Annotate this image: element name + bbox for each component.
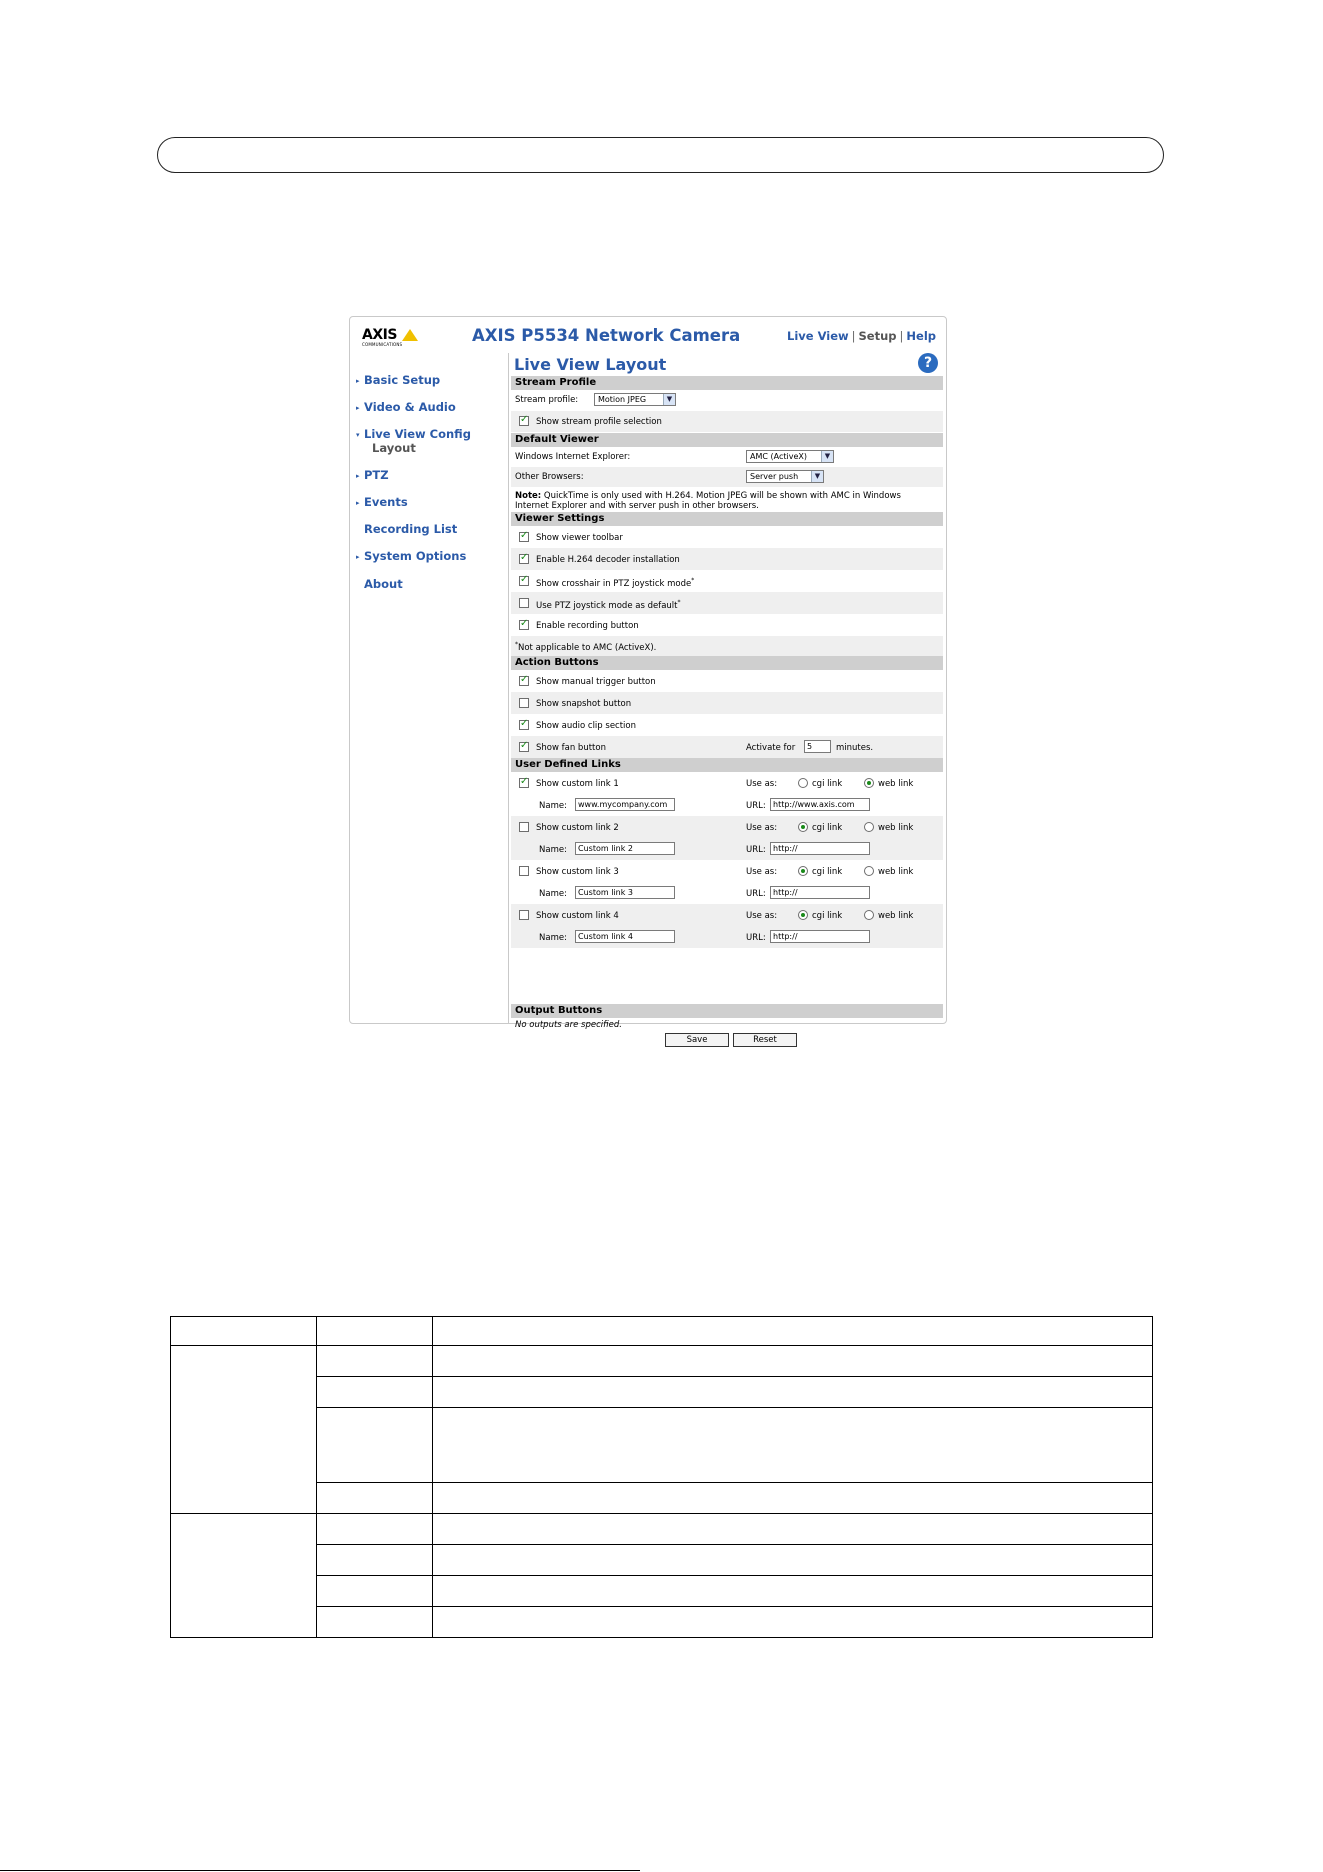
- web-link-label: web link: [878, 823, 914, 833]
- crosshair-row: [511, 570, 943, 592]
- web-link-label: web link: [878, 911, 914, 921]
- custom-link-1-url-input[interactable]: http://www.axis.com: [770, 798, 870, 811]
- viewer-toolbar-checkbox[interactable]: [519, 532, 529, 542]
- viewer-toolbar-label: Show viewer toolbar: [536, 533, 623, 543]
- snapshot-label: Show snapshot button: [536, 699, 632, 709]
- manual-trigger-label: Show manual trigger button: [536, 677, 656, 687]
- use-as-label: Use as:: [746, 911, 778, 921]
- joystick-default-row: [511, 592, 943, 614]
- section-default-viewer: Default Viewer: [511, 433, 943, 447]
- custom-link-1-name-input[interactable]: www.mycompany.com: [575, 798, 675, 811]
- crosshair-label: Show crosshair in PTZ joystick mode: [536, 578, 692, 589]
- table-row: [171, 1545, 1153, 1576]
- sidebar-subitem-layout[interactable]: Layout: [372, 441, 416, 455]
- cgi-link-label: cgi link: [812, 911, 843, 921]
- table-row: [171, 1483, 1153, 1514]
- table-row: [171, 1576, 1153, 1607]
- custom-link-1-row: [511, 772, 943, 816]
- nav-setup[interactable]: Setup: [858, 329, 897, 343]
- other-viewer-label: Other Browsers:: [515, 472, 584, 482]
- name-label: Name:: [539, 889, 567, 899]
- audio-clip-checkbox[interactable]: [519, 720, 529, 730]
- ie-viewer-row: [511, 447, 943, 467]
- note-line1: QuickTime is only used with H.264. Motion JPEG will be shown with AMC in Windows: [543, 491, 901, 501]
- axis-logo: [362, 327, 414, 349]
- other-viewer-row: [511, 467, 943, 487]
- top-nav: Live View | Setup | Help: [787, 329, 936, 343]
- table-header-row: [171, 1317, 1153, 1346]
- chevron-right-icon: ▸: [356, 499, 360, 507]
- note-bold: Note:: [515, 491, 542, 501]
- use-as-label: Use as:: [746, 779, 778, 789]
- footnote-rule: [0, 1870, 640, 1871]
- custom-link-1-checkbox[interactable]: [519, 778, 529, 788]
- custom-link-2-name-input[interactable]: Custom link 2: [575, 842, 675, 855]
- viewer-note: [511, 487, 943, 512]
- snapshot-checkbox[interactable]: [519, 698, 529, 708]
- setup-sidebar: [350, 353, 509, 1023]
- snapshot-row: [511, 692, 943, 714]
- dropdown-arrow-icon: ▼: [811, 471, 823, 482]
- page-title: Live View Layout: [514, 355, 667, 374]
- section-output-buttons: Output Buttons: [511, 1004, 943, 1018]
- chapter-header-bar: [157, 137, 1164, 173]
- custom-link-4-web-radio[interactable]: [864, 910, 874, 920]
- h264-decoder-row: [511, 548, 943, 570]
- other-viewer-select[interactable]: Server push ▼: [746, 470, 824, 483]
- crosshair-checkbox[interactable]: [519, 576, 529, 586]
- custom-link-2-cgi-radio[interactable]: [798, 822, 808, 832]
- fan-button-label: Show fan button: [536, 743, 606, 753]
- h264-decoder-checkbox[interactable]: [519, 554, 529, 564]
- name-label: Name:: [539, 801, 567, 811]
- url-label: URL:: [746, 801, 766, 811]
- sidebar-item-basic-setup[interactable]: ▸ Basic Setup: [356, 373, 441, 387]
- chevron-right-icon: ▸: [356, 553, 360, 561]
- joystick-default-checkbox[interactable]: [519, 598, 529, 608]
- cgi-link-label: cgi link: [812, 867, 843, 877]
- viewer-footnote: Not applicable to AMC (ActiveX).: [518, 642, 657, 653]
- section-user-defined-links: User Defined Links: [511, 758, 943, 772]
- table-row: [171, 1377, 1153, 1408]
- no-outputs-text: No outputs are specified.: [515, 1020, 622, 1030]
- logo-subtext: COMMUNICATIONS: [362, 342, 403, 347]
- table-row: [171, 1346, 1153, 1377]
- fan-button-row: [511, 736, 943, 758]
- custom-link-3-label: Show custom link 3: [536, 867, 619, 877]
- custom-link-4-url-input[interactable]: http://: [770, 930, 870, 943]
- camera-config-window: [349, 316, 947, 1045]
- ie-viewer-select[interactable]: AMC (ActiveX) ▼: [746, 450, 834, 463]
- stream-profile-row: [511, 390, 943, 411]
- note-line2: Internet Explorer and with server push in other browsers.: [515, 501, 759, 511]
- custom-link-2-row: [511, 816, 943, 860]
- viewer-toolbar-row: [511, 526, 943, 548]
- sidebar-item-ptz[interactable]: ▸ PTZ: [356, 468, 389, 482]
- logo-text: AXIS: [362, 327, 397, 343]
- custom-link-3-url-input[interactable]: http://: [770, 886, 870, 899]
- sidebar-item-video-audio[interactable]: ▸ Video & Audio: [356, 400, 456, 414]
- table-row: [171, 1408, 1153, 1483]
- activate-minutes-input[interactable]: 5: [804, 740, 831, 753]
- stream-profile-label: Stream profile:: [515, 395, 579, 405]
- reset-button[interactable]: Reset: [733, 1033, 797, 1047]
- no-outputs-row: [511, 1018, 943, 1032]
- chevron-right-icon: ▸: [356, 377, 360, 385]
- show-stream-profile-checkbox[interactable]: [519, 416, 529, 426]
- name-label: Name:: [539, 933, 567, 943]
- sidebar-item-live-view-config[interactable]: ▾ Live View Config: [356, 427, 471, 441]
- recording-button-row: [511, 614, 943, 636]
- chevron-right-icon: ▸: [356, 404, 360, 412]
- cgi-link-label: cgi link: [812, 823, 843, 833]
- name-label: Name:: [539, 845, 567, 855]
- cgi-link-label: cgi link: [812, 779, 843, 789]
- custom-link-1-web-radio[interactable]: [864, 778, 874, 788]
- footnote-star: *: [691, 577, 695, 584]
- url-label: URL:: [746, 933, 766, 943]
- minutes-label: minutes.: [836, 743, 874, 753]
- custom-link-4-label: Show custom link 4: [536, 911, 619, 921]
- joystick-default-label: Use PTZ joystick mode as default: [536, 600, 678, 611]
- custom-link-3-cgi-radio[interactable]: [798, 866, 808, 876]
- footnote-star: *: [515, 641, 518, 648]
- url-label: URL:: [746, 889, 766, 899]
- custom-link-4-row: [511, 904, 943, 948]
- custom-link-2-url-input[interactable]: http://: [770, 842, 870, 855]
- dropdown-arrow-icon: ▼: [821, 451, 833, 462]
- custom-link-3-checkbox[interactable]: [519, 866, 529, 876]
- web-link-label: web link: [878, 867, 914, 877]
- audio-clip-label: Show audio clip section: [536, 721, 636, 731]
- use-as-label: Use as:: [746, 823, 778, 833]
- custom-link-4-cgi-radio[interactable]: [798, 910, 808, 920]
- custom-link-1-label: Show custom link 1: [536, 779, 619, 789]
- stream-profile-select[interactable]: Motion JPEG ▼: [594, 393, 676, 406]
- url-label: URL:: [746, 845, 766, 855]
- dropdown-arrow-icon: ▼: [663, 394, 675, 405]
- fan-button-checkbox[interactable]: [519, 742, 529, 752]
- show-stream-profile-label: Show stream profile selection: [536, 417, 662, 427]
- show-stream-profile-row: [511, 411, 943, 432]
- table-row: [171, 1514, 1153, 1545]
- custom-link-1-cgi-radio[interactable]: [798, 778, 808, 788]
- sidebar-item-system-options[interactable]: ▸ System Options: [356, 549, 467, 563]
- manual-trigger-checkbox[interactable]: [519, 676, 529, 686]
- web-link-label: web link: [878, 779, 914, 789]
- recording-button-label: Enable recording button: [536, 621, 639, 631]
- recording-button-checkbox[interactable]: [519, 620, 529, 630]
- ie-viewer-label: Windows Internet Explorer:: [515, 452, 631, 462]
- custom-link-4-checkbox[interactable]: [519, 910, 529, 920]
- camera-title: AXIS P5534 Network Camera: [472, 326, 741, 345]
- empty-document-table: [170, 1316, 1153, 1638]
- sidebar-item-recording-list[interactable]: Recording List: [364, 522, 458, 536]
- nav-live-view[interactable]: Live View: [787, 329, 849, 343]
- nav-help[interactable]: Help: [906, 329, 936, 343]
- viewer-footnote-row: [511, 636, 943, 656]
- custom-link-4-name-input[interactable]: Custom link 4: [575, 930, 675, 943]
- section-viewer-settings: Viewer Settings: [511, 512, 943, 526]
- footnote-star: *: [677, 599, 681, 606]
- sidebar-item-about[interactable]: About: [364, 577, 403, 591]
- custom-link-2-checkbox[interactable]: [519, 822, 529, 832]
- camera-header: [350, 317, 946, 353]
- custom-link-2-web-radio[interactable]: [864, 822, 874, 832]
- h264-decoder-label: Enable H.264 decoder installation: [536, 555, 680, 565]
- save-button[interactable]: Save: [665, 1033, 729, 1047]
- section-action-buttons: Action Buttons: [511, 656, 943, 670]
- logo-triangle-icon: [402, 329, 418, 341]
- activate-for-label: Activate for: [746, 743, 796, 753]
- custom-link-3-web-radio[interactable]: [864, 866, 874, 876]
- table-row: [171, 1607, 1153, 1638]
- chevron-down-icon: ▾: [356, 431, 360, 439]
- section-stream-profile: Stream Profile: [511, 376, 943, 390]
- help-icon[interactable]: ?: [918, 353, 938, 373]
- custom-link-3-name-input[interactable]: Custom link 3: [575, 886, 675, 899]
- chevron-right-icon: ▸: [356, 472, 360, 480]
- sidebar-item-events[interactable]: ▸ Events: [356, 495, 408, 509]
- audio-clip-row: [511, 714, 943, 736]
- manual-trigger-row: [511, 670, 943, 692]
- custom-link-3-row: [511, 860, 943, 904]
- use-as-label: Use as:: [746, 867, 778, 877]
- custom-link-2-label: Show custom link 2: [536, 823, 619, 833]
